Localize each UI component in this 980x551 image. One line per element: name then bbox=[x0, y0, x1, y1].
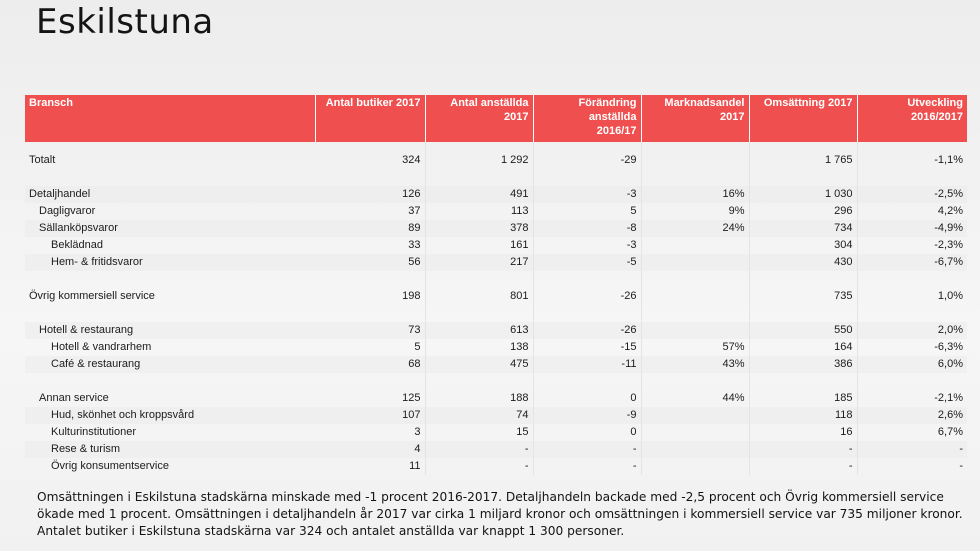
spacer-row bbox=[25, 373, 967, 390]
header-bransch: Bransch bbox=[25, 95, 315, 142]
spacer-row bbox=[25, 169, 967, 186]
row-utveckling: 2,0% bbox=[857, 322, 967, 339]
row-omsattning: 1 765 bbox=[749, 152, 857, 169]
table-row bbox=[25, 441, 967, 458]
row-forandring: -26 bbox=[533, 288, 641, 305]
row-omsattning: 118 bbox=[749, 407, 857, 424]
row-antal-butiker: 73 bbox=[315, 322, 425, 339]
row-forandring: 0 bbox=[533, 390, 641, 407]
row-name: Övrig kommersiell service bbox=[29, 290, 155, 302]
table-row bbox=[25, 407, 967, 424]
row-antal-anstallda: 161 bbox=[425, 237, 533, 254]
row-omsattning: 550 bbox=[749, 322, 857, 339]
row-forandring: -3 bbox=[533, 186, 641, 203]
row-utveckling: 6,7% bbox=[937, 426, 963, 438]
page-title: Eskilstuna bbox=[36, 2, 214, 42]
header-forandring-anstallda: Förändring anställda 2016/17 bbox=[533, 95, 641, 142]
row-omsattning: 430 bbox=[749, 254, 857, 271]
row-utveckling: -6,7% bbox=[857, 254, 967, 271]
row-utveckling: 6,0% bbox=[857, 356, 967, 373]
row-utveckling: 4,2% bbox=[937, 205, 963, 217]
row-marknadsandel bbox=[641, 288, 749, 305]
row-utveckling: 2,6% bbox=[857, 407, 967, 424]
table-row bbox=[25, 220, 967, 237]
row-utveckling: -4,9% bbox=[857, 220, 967, 237]
row-antal-anstallda: 613 bbox=[425, 322, 533, 339]
row-name: Annan service bbox=[39, 392, 109, 404]
header-marknadsandel: Marknadsandel 2017 bbox=[641, 95, 749, 142]
row-name: Rese & turism bbox=[25, 441, 315, 458]
row-utveckling: -6,3% bbox=[934, 341, 963, 353]
row-omsattning: 296 bbox=[749, 203, 857, 220]
table-row bbox=[25, 186, 967, 203]
row-name: Kulturinstitutioner bbox=[51, 426, 136, 438]
row-omsattning: 734 bbox=[749, 220, 857, 237]
row-antal-anstallda: 113 bbox=[425, 203, 533, 220]
row-marknadsandel bbox=[641, 458, 749, 475]
row-forandring: -26 bbox=[533, 322, 641, 339]
row-name: Hem- & fritidsvaror bbox=[25, 254, 315, 271]
row-utveckling: -1,1% bbox=[934, 154, 963, 166]
row-antal-anstallda: - bbox=[425, 458, 533, 475]
row-forandring: -5 bbox=[533, 254, 641, 271]
row-forandring: -15 bbox=[533, 339, 641, 356]
row-name: Hotell & vandrarhem bbox=[51, 341, 152, 353]
table-row bbox=[25, 288, 967, 305]
row-antal-anstallda: 188 bbox=[425, 390, 533, 407]
row-marknadsandel: 44% bbox=[641, 390, 749, 407]
spacer-row bbox=[25, 271, 967, 288]
row-omsattning: 164 bbox=[749, 339, 857, 356]
table-row bbox=[25, 152, 967, 169]
row-utveckling: - bbox=[857, 441, 967, 458]
row-marknadsandel bbox=[641, 254, 749, 271]
row-antal-anstallda: 217 bbox=[425, 254, 533, 271]
row-antal-butiker: 324 bbox=[315, 152, 425, 169]
row-antal-anstallda: 138 bbox=[425, 339, 533, 356]
row-forandring: - bbox=[533, 458, 641, 475]
table-row bbox=[25, 424, 967, 441]
row-antal-butiker: 11 bbox=[315, 458, 425, 475]
row-forandring: -11 bbox=[533, 356, 641, 373]
row-name: Dagligvaror bbox=[39, 205, 96, 217]
header-utveckling: Utveckling 2016/2017 bbox=[857, 95, 967, 142]
row-name: Café & restaurang bbox=[25, 356, 315, 373]
row-antal-anstallda: 74 bbox=[425, 407, 533, 424]
spacer-row bbox=[25, 142, 967, 152]
row-antal-butiker: 125 bbox=[315, 390, 425, 407]
table-row bbox=[25, 254, 967, 271]
row-utveckling: -2,5% bbox=[857, 186, 967, 203]
table-row bbox=[25, 339, 967, 356]
table-row bbox=[25, 458, 967, 475]
table-row bbox=[25, 356, 967, 373]
row-utveckling: -2,3% bbox=[934, 239, 963, 251]
row-utveckling: 1,0% bbox=[937, 290, 963, 302]
row-marknadsandel bbox=[641, 441, 749, 458]
row-antal-butiker: 37 bbox=[315, 203, 425, 220]
row-antal-butiker: 89 bbox=[315, 220, 425, 237]
row-antal-anstallda: 475 bbox=[425, 356, 533, 373]
row-marknadsandel bbox=[641, 407, 749, 424]
row-omsattning: - bbox=[749, 441, 857, 458]
row-name: Sällanköpsvaror bbox=[25, 220, 315, 237]
row-marknadsandel: 9% bbox=[641, 203, 749, 220]
table-body bbox=[25, 142, 967, 475]
row-antal-butiker: 4 bbox=[315, 441, 425, 458]
statistics-table bbox=[25, 95, 967, 475]
row-omsattning: - bbox=[749, 458, 857, 475]
row-marknadsandel bbox=[641, 424, 749, 441]
row-utveckling: - bbox=[959, 460, 963, 472]
header-antal-anstallda: Antal anställda 2017 bbox=[425, 95, 533, 142]
row-omsattning: 16 bbox=[749, 424, 857, 441]
row-antal-anstallda: - bbox=[425, 441, 533, 458]
row-forandring: 0 bbox=[533, 424, 641, 441]
row-antal-butiker: 126 bbox=[315, 186, 425, 203]
table-row bbox=[25, 237, 967, 254]
row-marknadsandel bbox=[641, 322, 749, 339]
row-antal-anstallda: 15 bbox=[425, 424, 533, 441]
row-antal-butiker: 198 bbox=[315, 288, 425, 305]
row-antal-butiker: 5 bbox=[315, 339, 425, 356]
row-marknadsandel bbox=[641, 237, 749, 254]
row-antal-anstallda: 801 bbox=[425, 288, 533, 305]
row-name: Hotell & restaurang bbox=[25, 322, 315, 339]
row-antal-anstallda: 378 bbox=[425, 220, 533, 237]
row-marknadsandel bbox=[641, 152, 749, 169]
row-marknadsandel: 43% bbox=[641, 356, 749, 373]
row-forandring: 5 bbox=[533, 203, 641, 220]
row-forandring: - bbox=[533, 441, 641, 458]
row-antal-butiker: 33 bbox=[315, 237, 425, 254]
row-antal-butiker: 68 bbox=[315, 356, 425, 373]
row-name: Hud, skönhet och kroppsvård bbox=[25, 407, 315, 424]
row-forandring: -3 bbox=[533, 237, 641, 254]
row-antal-butiker: 107 bbox=[315, 407, 425, 424]
table-row bbox=[25, 203, 967, 220]
summary-paragraph: Omsättningen i Eskilstuna stadskärna minskade med -1 procent 2016-2017. Detaljhandeln backade med -2,5 procent och Övrig kommersiell service ökade med 1 procent. Omsättningen i detaljhandeln år 2017 var cirka 1 miljard kronor och omsättningen i kommersiell service var 735 miljoner kronor. Antalet butiker i Eskilstuna stadskärna var 324 och antalet anställda var knappt 1 300 personer. bbox=[37, 490, 963, 538]
header-omsattning: Omsättning 2017 bbox=[749, 95, 857, 142]
row-omsattning: 304 bbox=[749, 237, 857, 254]
row-name: Detaljhandel bbox=[25, 186, 315, 203]
row-name: Beklädnad bbox=[51, 239, 103, 251]
row-omsattning: 735 bbox=[749, 288, 857, 305]
row-antal-butiker: 3 bbox=[315, 424, 425, 441]
row-name: Övrig konsumentservice bbox=[51, 460, 169, 472]
header-antal-butiker: Antal butiker 2017 bbox=[315, 95, 425, 142]
table-row bbox=[25, 390, 967, 407]
row-marknadsandel: 57% bbox=[641, 339, 749, 356]
table-header-row bbox=[25, 95, 967, 142]
row-marknadsandel: 16% bbox=[641, 186, 749, 203]
row-omsattning: 1 030 bbox=[749, 186, 857, 203]
row-name: Totalt bbox=[29, 154, 56, 166]
row-forandring: -8 bbox=[533, 220, 641, 237]
row-antal-anstallda: 491 bbox=[425, 186, 533, 203]
row-utveckling: -2,1% bbox=[934, 392, 963, 404]
row-omsattning: 185 bbox=[749, 390, 857, 407]
row-forandring: -9 bbox=[533, 407, 641, 424]
row-antal-anstallda: 1 292 bbox=[425, 152, 533, 169]
row-antal-butiker: 56 bbox=[315, 254, 425, 271]
row-forandring: -29 bbox=[533, 152, 641, 169]
spacer-row bbox=[25, 305, 967, 322]
row-marknadsandel: 24% bbox=[641, 220, 749, 237]
table-row bbox=[25, 322, 967, 339]
row-omsattning: 386 bbox=[749, 356, 857, 373]
